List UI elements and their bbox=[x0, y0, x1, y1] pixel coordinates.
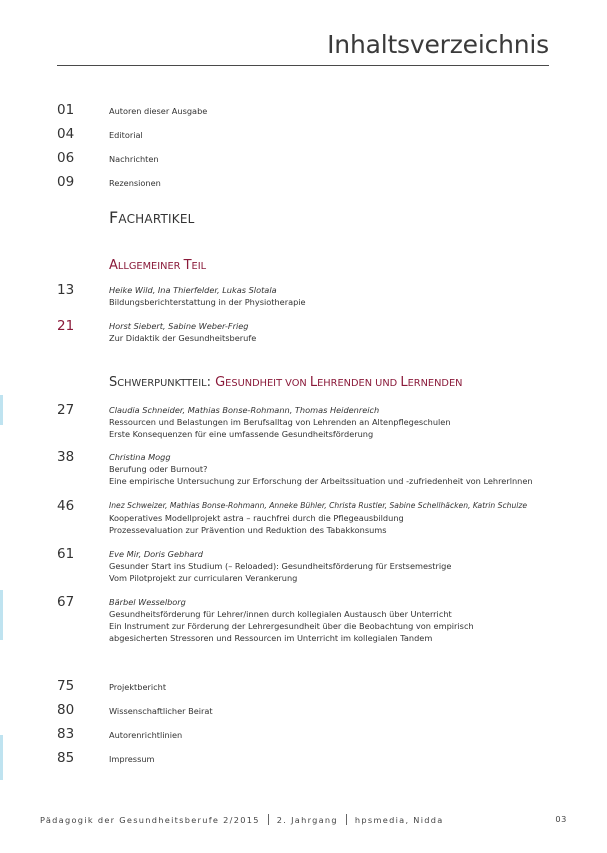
toc-page-number: 27 bbox=[57, 402, 75, 418]
article-title: Bildungsberichterstattung in der Physiotherapie bbox=[109, 297, 306, 307]
article-authors: Christina Mogg bbox=[109, 452, 171, 462]
toc-page-number: 04 bbox=[57, 126, 75, 142]
edge-strip bbox=[0, 735, 3, 780]
footer-volume: 2. Jahrgang bbox=[276, 815, 338, 825]
footer-separator bbox=[346, 814, 347, 825]
footer-page-number: 03 bbox=[555, 814, 567, 824]
footer-publisher: hpsmedia, Nidda bbox=[354, 815, 444, 825]
article-subtitle: Vom Pilotprojekt zur curricularen Verankerung bbox=[109, 573, 298, 583]
toc-page-number: 46 bbox=[57, 498, 75, 514]
toc-page-number: 38 bbox=[57, 449, 75, 465]
article-title: Gesunder Start ins Studium (– Reloaded): Gesundheitsförderung für Erstsemestrige bbox=[109, 561, 452, 571]
toc-page-number: 13 bbox=[57, 282, 75, 298]
page-footer bbox=[40, 814, 567, 825]
footer-journal: Pädagogik der Gesundheitsberufe 2/2015 bbox=[40, 815, 260, 825]
toc-page-number: 80 bbox=[57, 702, 75, 718]
edge-strip bbox=[0, 590, 3, 640]
toc-item-label: Wissenschaftlicher Beirat bbox=[109, 706, 213, 716]
toc-page-number: 75 bbox=[57, 678, 75, 694]
article-authors: Claudia Schneider, Mathias Bonse-Rohmann, Thomas Heidenreich bbox=[109, 405, 380, 415]
edge-strip bbox=[0, 395, 3, 425]
article-title: Kooperatives Modellprojekt astra – rauchfrei durch die Pflegeausbildung bbox=[109, 513, 404, 523]
article-subtitle-continued: abgesicherten Stressoren und Ressourcen im Unterricht im kollegialen Tandem bbox=[109, 633, 433, 643]
toc-item-label: Impressum bbox=[109, 754, 155, 764]
article-title: Berufung oder Burnout? bbox=[109, 464, 208, 474]
footer-separator bbox=[268, 814, 269, 825]
toc-item-label: Projektbericht bbox=[109, 682, 167, 692]
toc-page-number: 06 bbox=[57, 150, 75, 166]
toc-item-label: Nachrichten bbox=[109, 154, 159, 164]
toc-item-label: Editorial bbox=[109, 130, 143, 140]
section-heading-fachartikel: FACHARTIKEL bbox=[109, 208, 195, 227]
subsection-heading-schwerpunktteil: SCHWERPUNKTTEIL: GESUNDHEIT VON LEHRENDEN UND LERNENDEN bbox=[109, 375, 463, 390]
article-authors: Bärbel Wesselborg bbox=[109, 597, 186, 607]
toc-item-label: Autorenrichtlinien bbox=[109, 730, 183, 740]
article-subtitle: Eine empirische Untersuchung zur Erforschung der Arbeitssituation und -zufriedenheit von Lehrerlnnen bbox=[109, 476, 533, 486]
article-authors: Heike Wild, Ina Thierfelder, Lukas Slotala bbox=[109, 285, 277, 295]
toc-item-label: Rezensionen bbox=[109, 178, 161, 188]
article-authors: Eve Mir, Doris Gebhard bbox=[109, 549, 203, 559]
article-authors: Inez Schweizer, Mathias Bonse-Rohmann, Anneke Bühler, Christa Rustler, Sabine Schellhäcken, Katrin Schulze bbox=[109, 501, 528, 510]
toc-page-number: 85 bbox=[57, 750, 75, 766]
title-divider bbox=[57, 65, 549, 66]
toc-page-number: 61 bbox=[57, 546, 75, 562]
article-title: Gesundheitsförderung für Lehrer/innen durch kollegialen Austausch über Unterricht bbox=[109, 609, 452, 619]
article-title: Zur Didaktik der Gesundheitsberufe bbox=[109, 333, 257, 343]
article-subtitle: Prozessevaluation zur Prävention und Reduktion des Tabakkonsums bbox=[109, 525, 387, 535]
article-title: Ressourcen und Belastungen im Berufsalltag von Lehrenden an Altenpflegeschulen bbox=[109, 417, 451, 427]
page-title: Inhaltsverzeichnis bbox=[327, 30, 549, 59]
toc-page-number: 83 bbox=[57, 726, 75, 742]
article-subtitle: Ein Instrument zur Förderung der Lehrergesundheit über die Beobachtung von empirisch bbox=[109, 621, 474, 631]
subsection-heading-allgemeiner-teil: ALLGEMEINER TEIL bbox=[109, 258, 207, 273]
toc-page-number: 21 bbox=[57, 318, 75, 334]
article-subtitle: Erste Konsequenzen für eine umfassende Gesundheitsförderung bbox=[109, 429, 374, 439]
toc-page-number: 01 bbox=[57, 102, 75, 118]
toc-page-number: 09 bbox=[57, 174, 75, 190]
article-authors: Horst Siebert, Sabine Weber-Frieg bbox=[109, 321, 249, 331]
toc-item-label: Autoren dieser Ausgabe bbox=[109, 106, 208, 116]
toc-page-number: 67 bbox=[57, 594, 75, 610]
